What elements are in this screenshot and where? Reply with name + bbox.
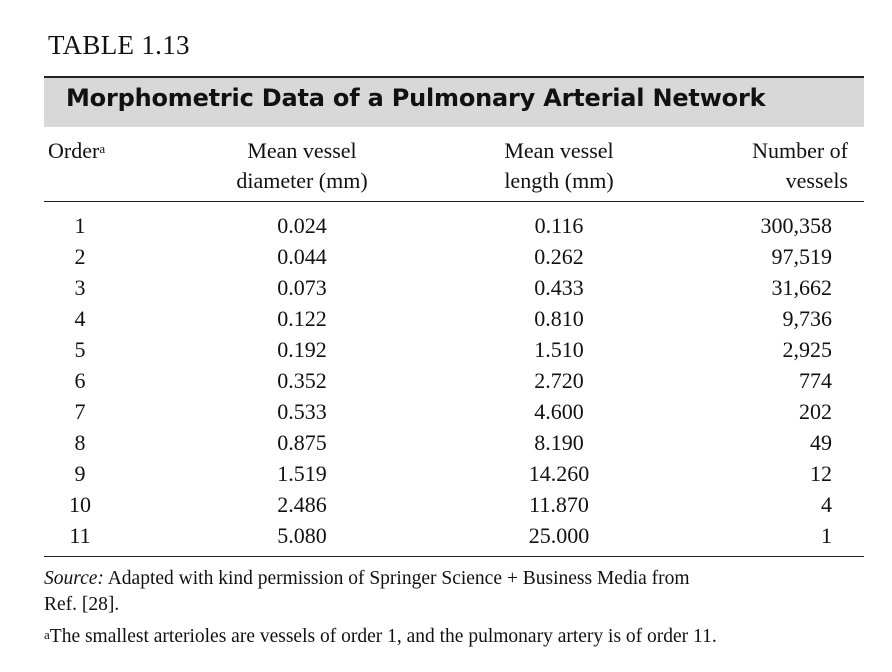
header-order: Order$^a$ [48,138,106,163]
cell-order: 7 [74,399,86,424]
table-row [0,427,892,458]
cell-diameter: 0.533 [277,399,327,424]
cell-diameter: 5.080 [277,523,327,548]
cell-length: 25.000 [528,523,590,548]
cell-number: 4 [821,492,832,517]
cell-length: 2.720 [534,368,584,393]
cell-number: 12 [810,461,832,486]
cell-diameter: 0.122 [277,306,327,331]
cell-number: 774 [799,368,832,393]
cell-order: 9 [74,461,86,486]
cell-number: 202 [799,399,832,424]
cell-order: 6 [74,368,86,393]
cell-length: 0.433 [534,275,584,300]
table-row [0,303,892,334]
cell-order: 10 [69,492,91,517]
cell-length: 14.260 [528,461,590,486]
cell-length: 0.810 [534,306,584,331]
cell-diameter: 0.024 [277,213,327,238]
footnote-a: $^a$The smallest arterioles are vessels of order 1, and the pulmonary artery is of order 11. [44,626,717,647]
cell-length: 11.870 [529,492,589,517]
table-label: TABLE 1.13 [48,30,190,60]
cell-order: 3 [74,275,86,300]
source-label: Source: [44,568,104,589]
cell-length: 4.600 [534,399,584,424]
cell-order: 5 [74,337,86,362]
cell-diameter: 0.044 [277,244,327,269]
header-length: Mean vessel length (mm) [504,138,614,193]
cell-length: 0.116 [534,213,584,238]
table-row [0,365,892,396]
cell-number: 49 [810,430,832,455]
table-row [0,520,892,551]
cell-number: 9,736 [782,306,832,331]
cell-order: 1 [74,213,86,238]
cell-order: 2 [74,244,86,269]
table-row [0,458,892,489]
table-row [0,272,892,303]
header-order-footnote-marker: a [99,141,106,156]
table-row [0,241,892,272]
cell-order: 11 [69,523,91,548]
cell-number: 97,519 [771,244,832,269]
cell-length: 8.190 [534,430,584,455]
cell-number: 2,925 [782,337,832,362]
cell-diameter: 0.875 [277,430,327,455]
cell-number: 31,662 [771,275,832,300]
header-number: Number of vessels [752,138,848,193]
cell-number: 300,358 [760,213,832,238]
table-title-band [44,76,864,127]
table-body [0,210,892,551]
cell-diameter: 2.486 [277,492,327,517]
table-row [0,334,892,365]
table-row [0,396,892,427]
cell-number: 1 [821,523,832,548]
cell-diameter: 0.073 [277,275,327,300]
cell-order: 4 [74,306,86,331]
bottom-rule [44,556,864,557]
cell-diameter: 1.519 [277,461,327,486]
source-note: Source: Adapted with kind permission of Springer Science + Business Media from Ref. [28]. [44,568,690,615]
cell-length: 1.510 [534,337,584,362]
cell-order: 8 [74,430,86,455]
cell-diameter: 0.352 [277,368,327,393]
header-diameter: Mean vessel diameter (mm) [236,138,368,193]
cell-length: 0.262 [534,244,584,269]
table-row [0,489,892,520]
table-row [0,210,892,241]
header-rule [44,201,864,202]
table-title: Morphometric Data of a Pulmonary Arterial Network [66,84,766,112]
cell-diameter: 0.192 [277,337,327,362]
